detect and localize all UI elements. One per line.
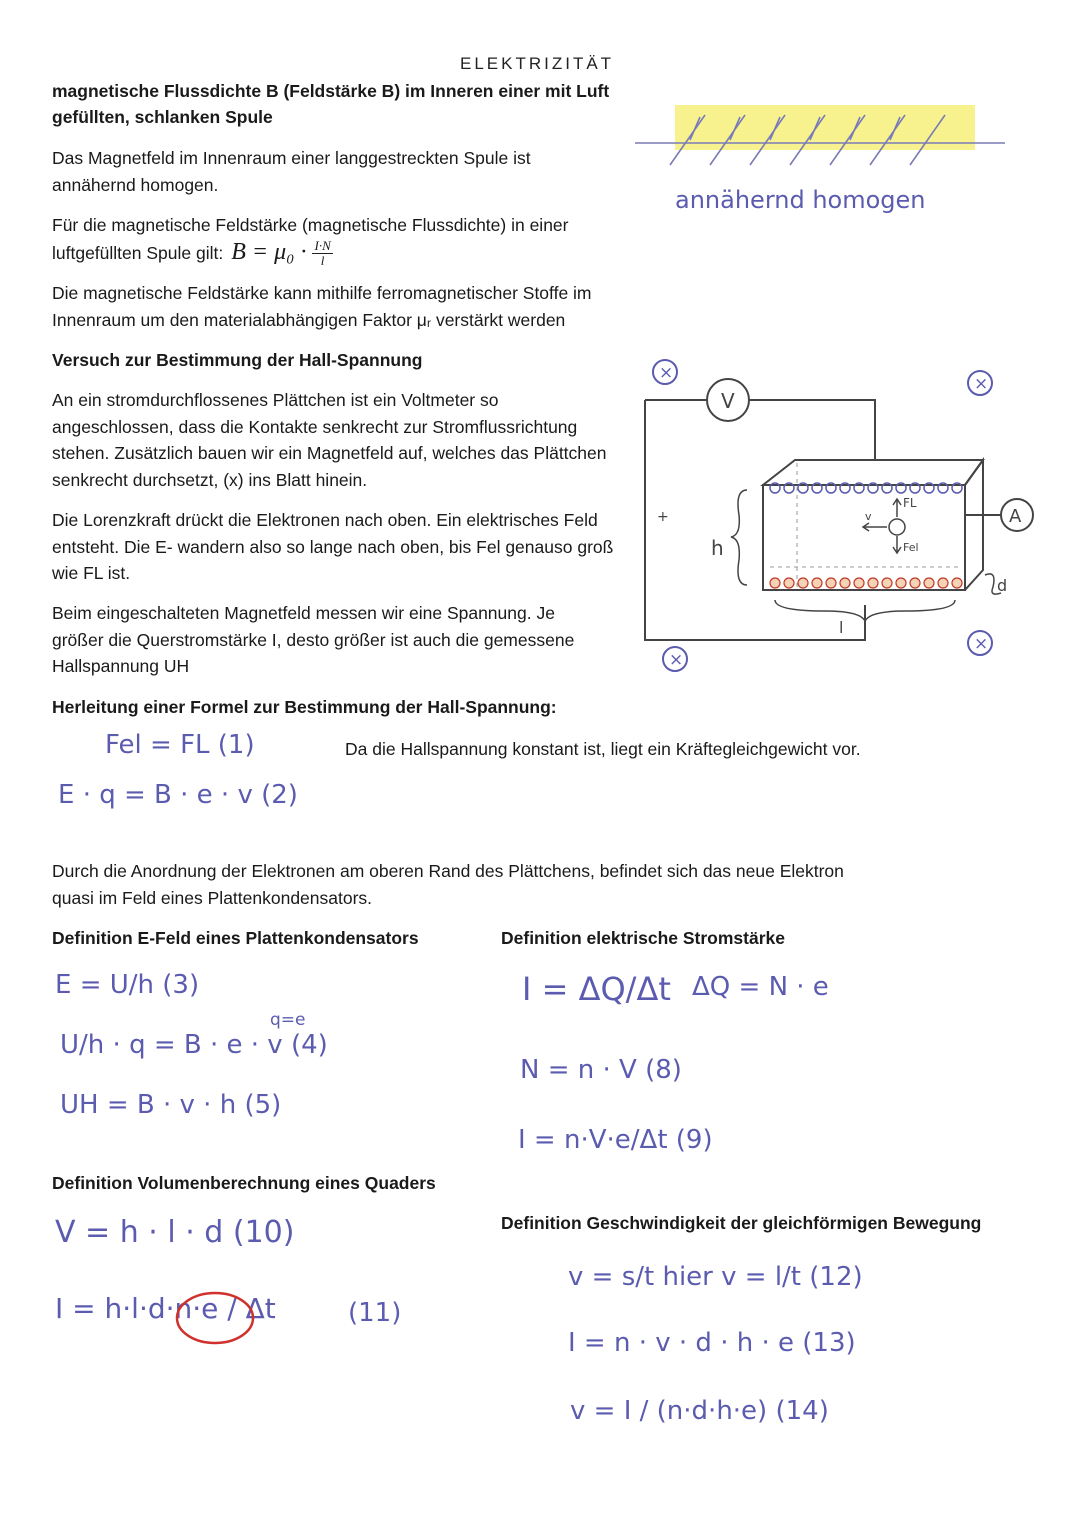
equation-11: I = h·l·d·n·e / Δt	[55, 1292, 276, 1325]
text-line: annähernd homogen.	[52, 174, 219, 195]
equation-8: N = n · V (8)	[520, 1055, 682, 1085]
sketch-caption: annähernd homogen	[675, 186, 926, 214]
text-line: An ein stromdurchflossenes Plättchen ist ein Voltmeter so	[52, 390, 499, 410]
text-line: Für die magnetische Feldstärke (magnetische Flussdichte) in einer	[52, 215, 569, 235]
equation-2: E · q = B · e · v (2)	[58, 780, 298, 810]
field-symbol: ×	[669, 650, 684, 670]
voltmeter-label: V	[721, 389, 735, 413]
section-title-derivation: Herleitung einer Formel zur Bestimmung der Hall-Spannung:	[52, 697, 557, 717]
equation-5: UH = B · v · h (5)	[60, 1090, 282, 1120]
paragraph-formula-intro	[52, 212, 652, 268]
field-symbol: ×	[974, 634, 989, 654]
page-header: ELEKTRIZITÄT	[460, 54, 615, 73]
title-volume: Definition Volumenberechnung eines Quaders	[52, 1173, 436, 1193]
circuit-wire-top-right	[749, 400, 875, 460]
formula-fraction	[312, 239, 332, 268]
equation-11-number: (11)	[348, 1298, 402, 1328]
coil-sketch	[630, 95, 1010, 225]
positive-charge-row	[770, 578, 962, 588]
plus-label: +	[657, 509, 669, 525]
formula-row	[52, 239, 652, 268]
section-title-hall-experiment: Versuch zur Bestimmung der Hall-Spannung	[52, 350, 423, 370]
text-line: entsteht. Die E- wandern also so lange nach oben, bis Fel genauso groß	[52, 536, 614, 557]
field-symbol: ×	[659, 363, 674, 383]
field-symbol: ×	[974, 374, 989, 394]
paragraph-homogen	[52, 145, 642, 198]
equation-13: I = n · v · d · h · e (13)	[568, 1328, 856, 1358]
formula-denominator: l	[320, 252, 325, 268]
text-line: größer die Querstromstärke I, desto größer ist auch die gemessene	[52, 629, 575, 650]
lorentz-label: FL	[903, 496, 917, 510]
text-line: Durch die Anordnung der Elektronen am oberen Rand des Plättchens, befindet sich das neue Elektron	[52, 861, 844, 881]
text-line: luftgefüllten Spule gilt:	[52, 242, 224, 263]
paragraph-setup	[52, 387, 642, 493]
section-title-flux-density	[52, 78, 642, 130]
text-line: Hallspannung UH	[52, 656, 190, 676]
height-brace	[731, 490, 747, 585]
plate-side-face	[965, 460, 983, 590]
circuit-wire-left-bottom	[645, 400, 865, 640]
title-current-definition: Definition elektrische Stromstärke	[501, 928, 785, 948]
text-line: Die magnetische Feldstärke kann mithilfe ferromagnetischer Stoffe im	[52, 283, 592, 303]
title-line-2: gefüllten, schlanken Spule	[52, 107, 273, 127]
length-label: l	[839, 618, 844, 637]
formula-flux-density	[231, 239, 333, 268]
paragraph-lorentz	[52, 507, 642, 587]
depth-label: d	[997, 576, 1008, 595]
text-line: Innenraum um den materialabhängigen Faktor μᵣ verstärkt werden	[52, 309, 566, 330]
plate-front-face	[763, 485, 965, 590]
equation-current: I = ΔQ/Δt	[522, 970, 671, 1008]
equation-9: I = n·V·e/Δt (9)	[518, 1125, 713, 1155]
title-efield-capacitor: Definition E-Feld eines Plattenkondensators	[52, 928, 419, 948]
paragraph-ferromagnetic	[52, 280, 652, 333]
text-line: Die Lorenzkraft drückt die Elektronen nach oben. Ein elektrisches Feld	[52, 510, 598, 530]
height-label: h	[711, 536, 724, 560]
equation-4-note: q=e	[270, 1010, 306, 1030]
velocity-label: v	[865, 510, 872, 523]
electron-symbol	[889, 519, 905, 535]
equation-1: Fel = FL (1)	[105, 730, 255, 760]
text-line: quasi im Feld eines Plattenkondensators.	[52, 887, 373, 908]
equation-3: E = U/h (3)	[55, 970, 200, 1000]
text-line: Beim eingeschalteten Magnetfeld messen wir eine Spannung. Je	[52, 603, 555, 623]
electric-force-label: Fel	[903, 541, 919, 554]
equation-10: V = h · l · d (10)	[55, 1215, 295, 1250]
title-line-1: magnetische Flussdichte B (Feldstärke B) im Inneren einer mit Luft	[52, 81, 610, 101]
paragraph-measurement	[52, 600, 642, 680]
formula-lhs: B = μ₀ ·	[231, 238, 307, 265]
text-line: senkrecht durchsetzt, (x) ins Blatt hinein.	[52, 469, 368, 490]
text-line: angeschlossen, dass die Kontakte senkrecht zur Stromflussrichtung	[52, 416, 578, 437]
equation-14: v = I / (n·d·h·e) (14)	[570, 1396, 829, 1426]
equation-4: U/h · q = B · e · v (4)	[60, 1030, 328, 1060]
plate-top-face	[763, 460, 983, 485]
highlight-circle	[170, 1280, 260, 1350]
title-velocity: Definition Geschwindigkeit der gleichförmigen Bewegung	[501, 1213, 982, 1233]
equation-charge: ΔQ = N · e	[692, 972, 829, 1002]
ammeter-label: A	[1009, 506, 1022, 527]
equilibrium-note: Da die Hallspannung konstant ist, liegt ein Kräftegleichgewicht vor.	[345, 739, 861, 759]
text-line: stehen. Zusätzlich bauen wir ein Magnetfeld auf, welches das Plättchen	[52, 443, 607, 463]
paragraph-capacitor	[52, 858, 1002, 911]
red-circle-mark	[177, 1293, 253, 1343]
equation-12: v = s/t hier v = l/t (12)	[568, 1262, 863, 1292]
hall-diagram	[635, 355, 1060, 675]
formula-numerator: I·N	[314, 237, 331, 253]
text-line: wie FL ist.	[52, 563, 131, 583]
text-line: Das Magnetfeld im Innenraum einer langgestreckten Spule ist	[52, 148, 531, 168]
